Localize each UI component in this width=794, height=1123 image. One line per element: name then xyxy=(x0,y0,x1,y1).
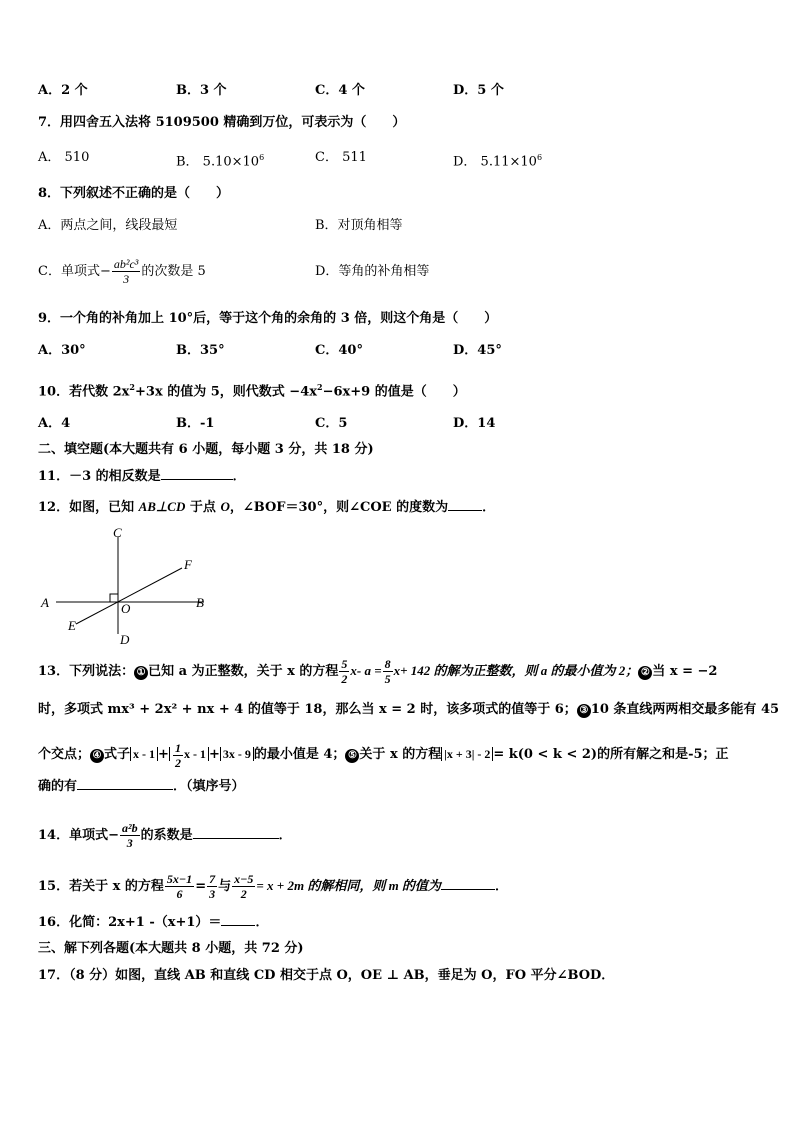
q8-option-d: D．等角的补角相等 xyxy=(315,264,430,279)
q10-option-d: D．14 xyxy=(453,416,496,431)
q15: 15．若关于 x 的方程 $\frac{5x-1}{6}$ = $\frac{7}{3}$ 与 $\frac{x-5}{2}$ = x + 2m 的解相同，则 m 的值为 ． xyxy=(38,872,508,901)
q8-option-a: A．两点之间，线段最短 xyxy=(38,218,178,233)
q13-line-1: 13．下列说法： ① 已知 a 为正整数，关于 x 的方程 $\frac{5}{2}$ x- a = $\frac{8}{5}$ x+ 142 的解为正整数，则 a 的最小值为 2； ② 当 x = −2 xyxy=(38,657,718,686)
q6-option-a: A．2 个 xyxy=(38,83,88,98)
section-3-heading: 三、解下列各题(本大题共 8 小题，共 72 分) xyxy=(38,941,304,956)
label-d: D xyxy=(120,632,130,647)
q16: 16．化简：2x+1 -（x+1）＝ ． xyxy=(38,915,269,930)
q7-option-c: C． 511 xyxy=(315,150,367,165)
q7-option-d: D． $5.11\times 10^6$ xyxy=(453,153,543,170)
q9-option-c: C．40° xyxy=(315,343,363,358)
label-o: O xyxy=(121,601,131,616)
q7-stem: 7．用四舍五入法将 5109500 精确到万位，可表示为（ ） xyxy=(38,115,406,130)
label-f: F xyxy=(184,557,192,572)
q13-line-4: 确的有 ．（填序号） xyxy=(38,779,245,794)
q10-option-b: B．-1 xyxy=(176,416,215,431)
label-e: E xyxy=(68,618,76,633)
label-b: B xyxy=(196,595,204,610)
q9-option-b: B．35° xyxy=(176,343,225,358)
q6-option-b: B．3 个 xyxy=(176,83,227,98)
q10-stem: 10．若代数 $2x^2+3x$ 的值为 5，则代数式 $-4x^2-6x+9$ 的值是（ ） xyxy=(38,382,466,400)
q6-option-d: D．5 个 xyxy=(453,83,504,98)
q9-option-a: A．30° xyxy=(38,343,86,358)
label-c: C xyxy=(113,525,122,540)
q6-option-c: C．4 个 xyxy=(315,83,365,98)
q8-option-b: B．对顶角相等 xyxy=(315,218,403,233)
q9-stem: 9．一个角的补角加上 10°后，等于这个角的余角的 3 倍，则这个角是（ ） xyxy=(38,311,498,326)
q14: 14．单项式− $\frac{\text{a²b}}{3}$ 的系数是 ． xyxy=(38,821,292,850)
q13-line-3: 个交点； ④ 式子 x - 1 + $\frac{1}{2}$ x - 1 + 3x - 9 的最小值是 4； ⑤ 关于 x 的方程 |x + 3| - 2 = k(0 < k < 2)的所有解之和是-5；正 xyxy=(38,740,729,770)
q11: 11．－3 的相反数是 ． xyxy=(38,469,246,484)
section-2-heading: 二、填空题(本大题共有 6 小题，每小题 3 分，共 18 分) xyxy=(38,442,374,457)
q7-option-a: A． 510 xyxy=(38,150,90,165)
label-a: A xyxy=(41,595,49,610)
q10-option-c: C．5 xyxy=(315,416,348,431)
q8-stem: 8．下列叙述不正确的是（ ） xyxy=(38,186,230,201)
q10-option-a: A．4 xyxy=(38,416,71,431)
q17: 17．（8 分）如图，直线 AB 和直线 CD 相交于点 O，OE ⊥ AB，垂足为 O，FO 平分∠BOD． xyxy=(38,968,615,983)
q9-option-d: D．45° xyxy=(453,343,502,358)
q13-line-2: 时，多项式 mx³ + 2x² + nx + 4 的值等于 18，那么当 x = 2 时，该多项式的值等于 6； ③ 10 条直线两两相交最多能有 45 xyxy=(38,702,780,717)
right-angle-mark xyxy=(110,594,118,602)
q12-figure xyxy=(36,522,216,647)
q12: 12．如图，已知 AB⊥CD 于点 O，∠BOF＝30°，则∠COE 的度数为 ． xyxy=(38,499,496,515)
q8-option-c: C．单项式− $\frac{\text{ab²c³}}{3}$ 的次数是 5 xyxy=(38,257,206,286)
q7-option-b: B． $5.10\times 10^6$ xyxy=(176,153,265,170)
